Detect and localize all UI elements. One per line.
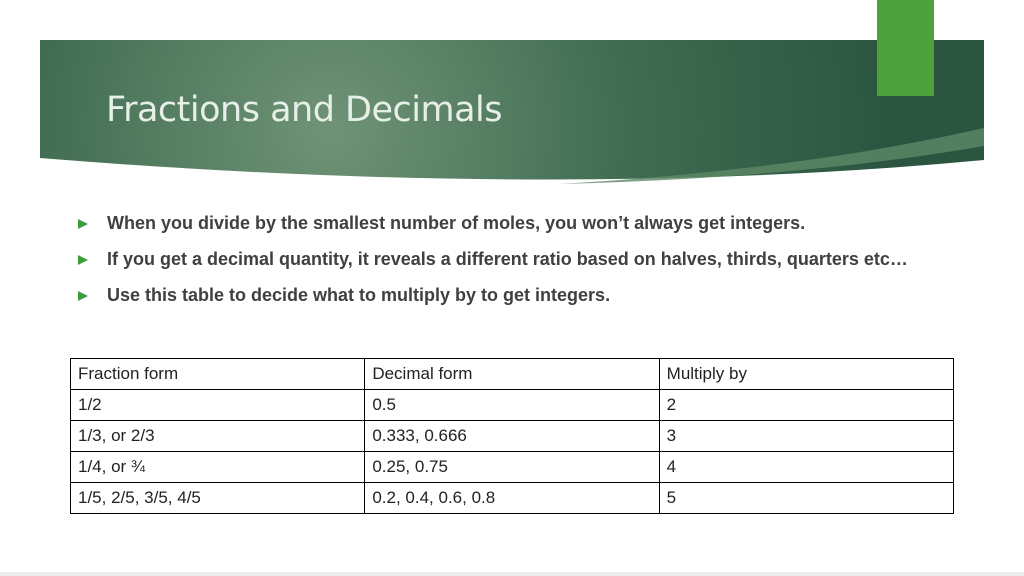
table-cell: 4 [659,452,953,483]
table-cell: 0.2, 0.4, 0.6, 0.8 [365,483,659,514]
bullet-item [78,210,978,237]
table-row [71,421,954,452]
table-cell: 3 [659,421,953,452]
accent-tab [877,0,934,96]
bullet-list [78,210,978,309]
table-cell: 1/5, 2/5, 3/5, 4/5 [71,483,365,514]
table-cell: 0.333, 0.666 [365,421,659,452]
table-cell: 1/4, or ¾ [71,452,365,483]
triangle-right-icon [78,219,88,229]
table-row [71,452,954,483]
table-cell: 1/3, or 2/3 [71,421,365,452]
slide-title: Fractions and Decimals [106,90,502,130]
table-cell: 1/2 [71,390,365,421]
conversion-table [70,358,954,514]
triangle-right-icon [78,255,88,265]
table-header-row [71,359,954,390]
table-header-cell: Multiply by [659,359,953,390]
triangle-right-icon [78,291,88,301]
table-cell: 0.5 [365,390,659,421]
table-cell: 0.25, 0.75 [365,452,659,483]
bullet-item [78,246,978,273]
bullet-text: If you get a decimal quantity, it reveals a different ratio based on halves, thirds, quarters etc… [107,249,908,269]
slide-bottom-edge [0,572,1024,576]
table-header-cell: Decimal form [365,359,659,390]
bullet-item [78,282,978,309]
table-row [71,390,954,421]
table-cell: 5 [659,483,953,514]
table-cell: 2 [659,390,953,421]
bullet-text: Use this table to decide what to multiply by to get integers. [107,285,611,305]
bullet-text: When you divide by the smallest number of moles, you won’t always get integers. [107,213,806,233]
table-row [71,483,954,514]
table-header-cell: Fraction form [71,359,365,390]
